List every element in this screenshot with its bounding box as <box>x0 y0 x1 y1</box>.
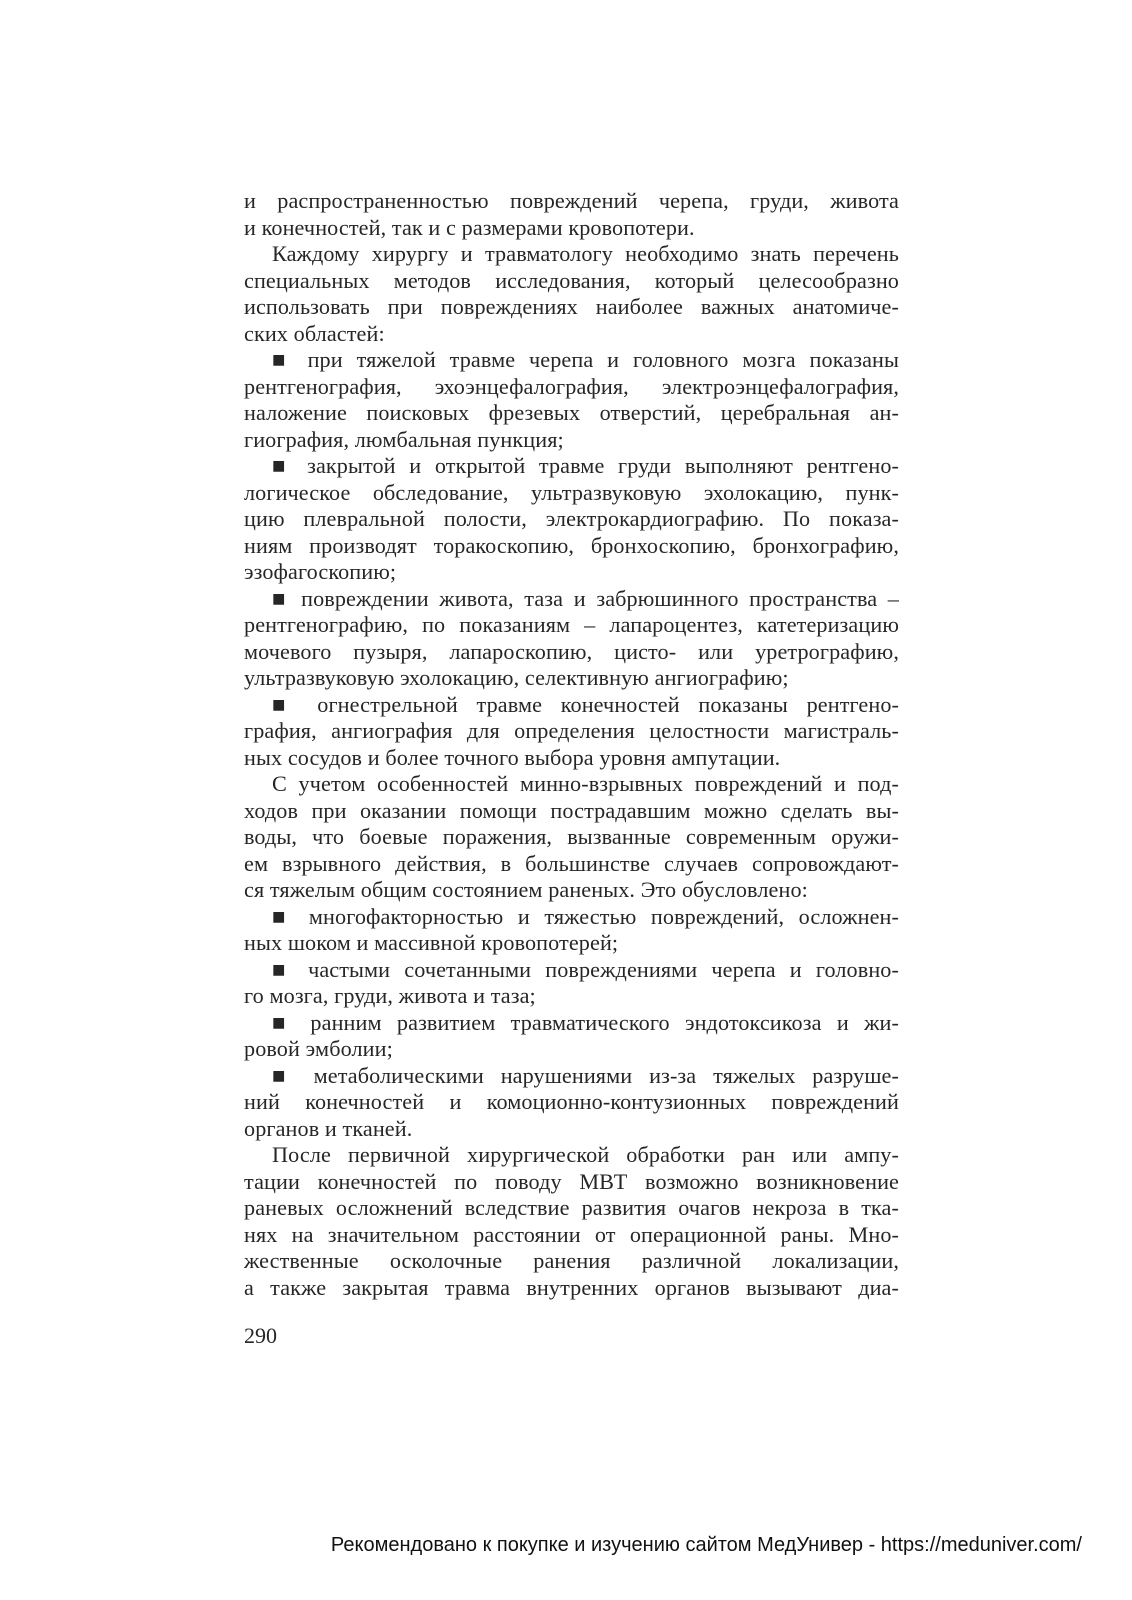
text-line: рентгенография, эхоэнцефалография, электроэнцефалография, <box>244 373 899 399</box>
text-line: ходов при оказании помощи пострадавшим можно сделать вы- <box>244 797 899 823</box>
text-line: и распространенностью повреждений черепа, груди, живота <box>244 188 899 213</box>
text-line: ■ частыми сочетанными повреждениями черепа и головно- <box>272 956 899 982</box>
text-line: гиография, люмбальная пункция; <box>244 426 564 452</box>
text-line: ■ при тяжелой травме черепа и головного мозга показаны <box>272 347 899 372</box>
text-line: После первичной хирургической обработки ран или ампу- <box>272 1142 899 1167</box>
text-line: ■ закрытой и открытой травме груди выполняют рентгено- <box>272 453 899 478</box>
text-line: графия, ангиография для определения целостности магистраль- <box>244 718 899 743</box>
text-line: рентгенографию, по показаниям – лапароцентез, катетеризацию <box>244 612 899 637</box>
text-line: жественные осколочные ранения различной локализации, <box>244 1248 899 1273</box>
text-line: ных сосудов и более точного выбора уровня ампутации. <box>244 744 781 770</box>
text-line: органов и тканей. <box>244 1115 413 1141</box>
text-line: а также закрытая травма внутренних органов вызывают диа- <box>244 1274 899 1300</box>
text-line: С учетом особенностей минно-взрывных повреждений и под- <box>272 771 899 796</box>
text-line: нях на значительном расстоянии от операционной раны. Мно- <box>244 1221 899 1247</box>
footer-recommendation: Рекомендовано к покупке и изучению сайтом МедУнивер - https://meduniver.com/ <box>330 1534 1082 1556</box>
text-line: ем взрывного действия, в большинстве случаев сопровождают- <box>244 850 899 876</box>
body-text <box>244 188 899 1301</box>
text-line: ■ огнестрельной травме конечностей показаны рентгено- <box>272 691 899 717</box>
text-line: ровой эмболии; <box>244 1036 393 1061</box>
text-line: ся тяжелым общим состоянием раненых. Это обусловлено: <box>244 877 808 902</box>
text-line: использовать при повреждениях наиболее важных анатомиче- <box>244 294 899 319</box>
text-line: го мозга, груди, живота и таза; <box>244 983 536 1008</box>
text-line: и конечностей, так и с размерами кровопотери. <box>244 214 695 240</box>
text-line: Каждому хирургу и травматологу необходимо знать перечень <box>272 241 899 266</box>
text-line: наложение поисковых фрезевых отверстий, церебральная ан- <box>244 400 899 425</box>
text-line: ний конечностей и комоционно-контузионных повреждений <box>244 1089 899 1114</box>
text-line: ских областей: <box>244 320 385 346</box>
text-line: ных шоком и массивной кровопотерей; <box>244 930 619 955</box>
text-line: специальных методов исследования, который целесообразно <box>244 267 899 293</box>
text-line: ■ повреждении живота, таза и забрюшинного пространства – <box>272 585 899 611</box>
text-line: ■ ранним развитием травматического эндотоксикоза и жи- <box>272 1009 899 1035</box>
text-line: ниям производят торакоскопию, бронхоскопию, бронхографию, <box>244 532 899 558</box>
text-line: логическое обследование, ультразвуковую эхолокацию, пунк- <box>244 479 899 505</box>
text-line: ультразвуковую эхолокацию, селективную ангиографию; <box>244 665 789 690</box>
text-line: мочевого пузыря, лапароскопию, цисто- или уретрографию, <box>244 638 899 664</box>
text-line: раневых осложнений вследствие развития очагов некроза в тка- <box>244 1195 899 1220</box>
text-line: ■ многофакторностью и тяжестью повреждений, осложнен- <box>272 903 899 929</box>
text-line: эзофагоскопию; <box>244 559 397 584</box>
text-line: тации конечностей по поводу МВТ возможно возникновение <box>244 1168 899 1194</box>
text-line: цию плевральной полости, электрокардиографию. По показа- <box>244 506 899 531</box>
text-line: ■ метаболическими нарушениями из-за тяжелых разруше- <box>272 1062 899 1088</box>
page-number: 290 <box>244 1323 277 1348</box>
text-line: воды, что боевые поражения, вызванные современным оружи- <box>244 824 899 849</box>
